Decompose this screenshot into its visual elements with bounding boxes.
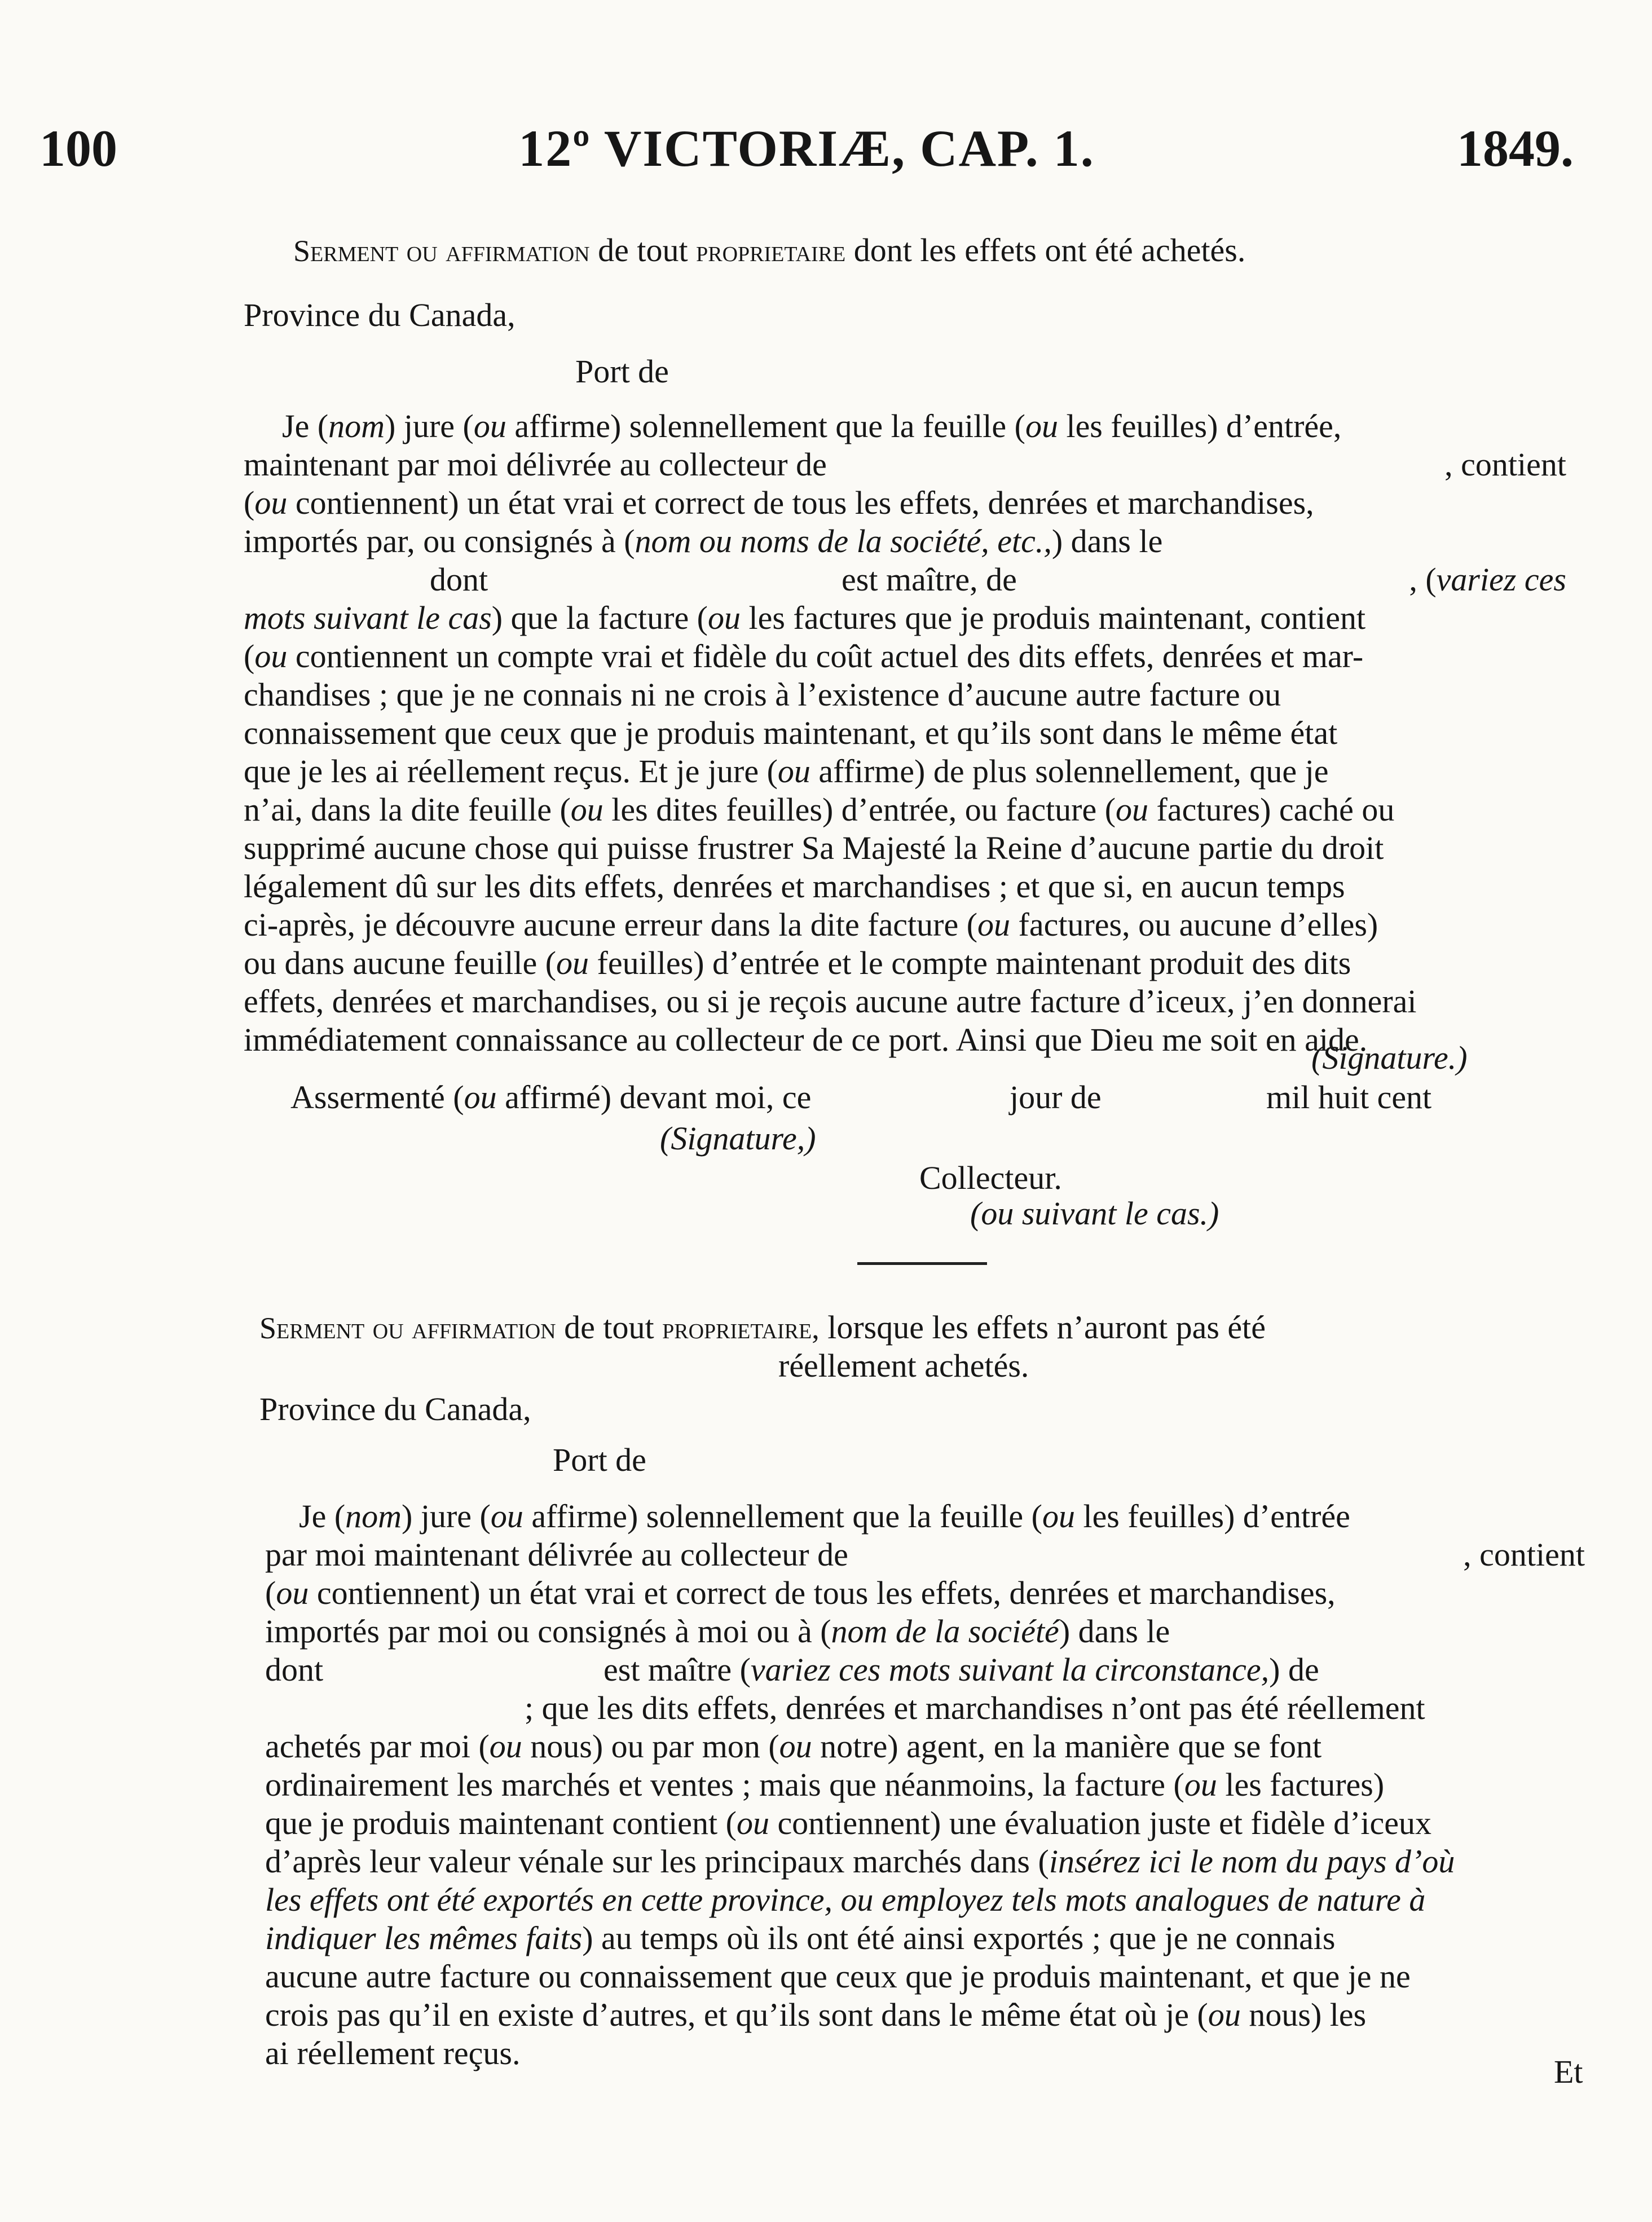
heading-word: affirmation [412, 1311, 556, 1345]
document-page: 100 12º VICTORIÆ, CAP. 1. 1849. Serment ou affirmation de tout proprietaire dont les effets ont été achetés. Province du Canada, Port de Je (nom) jure (ou affirme) solennellement que la feuille (ou les feuilles) d’entrée, maintenant par moi délivrée au collecteur de , contient (ou contiennent) un état vrai et correct de tous les effets, denrées et marchandises, importés par, ou consignés à (nom ou noms de la société, etc.,) dans le dont est maître, de , (variez ces mots suivant le cas) que la facture (ou les factures que je produis maintenant, contient (ou contiennent un compte vrai et fidèle du coût actuel des dits effets, denrées et mar- chandises ; que je ne connais ni ne crois à l’existence d’aucune autre facture ou connaissement que ceux que je produis maintenant, et qu’ils sont dans le même état que je les ai réellement reçus. Et je jure (ou affirme) de plus solennellement, que je n’ai, dans la dite feuille (ou les dites feuilles) d’entrée, ou facture (ou factures) caché ou supprimé aucune chose qui puisse frustrer Sa Majesté la Reine d’aucune partie du droit légalement dû sur les dits effets, denrées et marchandises ; et que si, en aucun temps ci-après, je découvre aucune erreur dans la dite facture (ou factures, ou aucune d’elles) ou dans aucune feuille (ou feuilles) d’entrée et le compte maintenant produit des dits effets, denrées et marchandises, ou si je reçois aucune autre facture d’iceux, j’en donnerai immédiatement connaissance au collecteur de ce port. Ainsi que Dieu me soit en aide. (Signature.) Assermenté (ou affirmé) devant moi, ce jour de mil huit cent (Signature,) Collecteur. (ou suivant le cas.) Serment ou affirmation de tout proprietaire, lorsque les effets n’auront pas été réellement achetés. Province du Canada, Port de Je (nom) jure (ou affirme) solennellement que la feuille (ou les feuilles) d’entrée par moi maintenant délivrée au collecteur de , contient (ou contiennent) un état vrai et correct de tous les effets, denrées et marchandises, importés par moi ou consignés à moi ou à (nom de la société) dans le dont est maître (variez ces mots suivant la circonstance,) de ; que les dits effets, denrées et marchandises n’ont pas été réellement achetés par moi (ou nous) ou par mon (ou notre) agent, en la manière que se font ordinairement les marchés et ventes ; mais que néanmoins, la facture (ou les factures) que je produis maintenant contient (ou contiennent) une évaluation juste et fidèle d’iceux d’après leur valeur vénale sur les principaux marchés dans (insérez ici le nom du pays d’où les effets ont été exportés en cette province, ou employez tels mots analogues de nature à indiquer les mêmes faits) au temps où ils ont été ainsi exportés ; que je ne connais aucune autre facture ou connaissement que ceux que je produis maintenant, et que je ne crois pas qu’il en existe d’autres, et qu’ils sont dans le même état où je (ou nous) les ai réellement reçus. Et [39, 120, 1585, 2090]
form2-line: ai réellement reçus. [265, 2035, 521, 2071]
heading-word: Serment [259, 1311, 365, 1345]
running-title: 12º VICTORIÆ, CAP. 1. [518, 120, 1095, 177]
form1-line: ou dans aucune feuille (ou feuilles) d’entrée et le compte maintenant produit des dits [244, 945, 1351, 981]
heading-word: Serment [293, 234, 399, 268]
form2-line: d’après leur valeur vénale sur les principaux marchés dans (insérez ici le nom du pays d’où [265, 1843, 1455, 1880]
form1-jour: jour de [1010, 1079, 1102, 1116]
form1-line: maintenant par moi délivrée au collecteur de , contient [244, 446, 1566, 483]
form1-line: connaissement que ceux que je produis maintenant, et qu’ils sont dans le même état [244, 715, 1338, 751]
form1-ou-cas: (ou suivant le cas.) [970, 1195, 1219, 1232]
form1-line: importés par, ou consignés à (nom ou noms de la société, etc.,) dans le [244, 523, 1163, 559]
form1-heading [293, 231, 1245, 270]
form2-heading-line2: réellement achetés. [778, 1347, 1029, 1384]
form2-line: les effets ont été exportés en cette province, ou employez tels mots analogues de nature à [265, 1881, 1426, 1918]
heading-word: ou [406, 234, 438, 268]
heading-word: ou [372, 1311, 404, 1345]
form1-line: légalement dû sur les dits effets, denrées et marchandises ; et que si, en aucun temps [244, 868, 1345, 905]
form1-port: Port de [575, 353, 669, 390]
heading-word: proprietaire [696, 234, 846, 268]
form1-line: immédiatement connaissance au collecteur de ce port. Ainsi que Dieu me soit en aide. [244, 1021, 1368, 1058]
heading-word: dont les effets ont été achetés. [853, 232, 1246, 268]
form1-line: que je les ai réellement reçus. Et je jure (ou affirme) de plus solennellement, que je [244, 753, 1329, 790]
form1-line: chandises ; que je ne connais ni ne crois à l’existence d’aucune autre facture ou [244, 676, 1281, 713]
form2-line: dont est maître (variez ces mots suivant la circonstance,) de [265, 1651, 1319, 1688]
form2-line: que je produis maintenant contient (ou contiennent) une évaluation juste et fidèle d’iceux [265, 1805, 1431, 1841]
form2-line: crois pas qu’il en existe d’autres, et qu’ils sont dans le même état où je (ou nous) les [265, 1996, 1367, 2033]
form1-collecteur: Collecteur. [919, 1160, 1062, 1196]
form1-line: (ou contiennent) un état vrai et correct de tous les effets, denrées et marchandises, [244, 484, 1314, 521]
form2-line: par moi maintenant délivrée au collecteur de , contient [265, 1536, 1585, 1573]
form1-sworn: Assermenté (ou affirmé) devant moi, ce [290, 1079, 812, 1116]
form2-line: aucune autre facture ou connaissement que ceux que je produis maintenant, et que je ne [265, 1958, 1411, 1995]
form1-line: supprimé aucune chose qui puisse frustrer Sa Majesté la Reine d’aucune partie du droit [244, 830, 1384, 866]
form1-line: ci-après, je découvre aucune erreur dans la dite facture (ou factures, ou aucune d’elles) [244, 906, 1378, 943]
form1-line: n’ai, dans la dite feuille (ou les dites feuilles) d’entrée, ou facture (ou factures) caché ou [244, 791, 1395, 828]
form1-province: Province du Canada, [244, 297, 516, 333]
form1-line: mots suivant le cas) que la facture (ou les factures que je produis maintenant, contient [244, 599, 1366, 636]
form2-line: indiquer les mêmes faits) au temps où ils ont été ainsi exportés ; que je ne connais [265, 1920, 1336, 1956]
form2-line: (ou contiennent) un état vrai et correct de tous les effets, denrées et marchandises, [265, 1575, 1336, 1611]
form2-port: Port de [553, 1441, 646, 1478]
form2-heading [259, 1308, 1266, 1347]
heading-word: de tout [598, 232, 688, 268]
heading-word: lorsque les effets n’auront pas été [827, 1309, 1266, 1346]
heading-word: proprietaire, [662, 1311, 820, 1345]
form1-line: effets, denrées et marchandises, ou si je reçois aucune autre facture d’iceux, j’en donnerai [244, 983, 1417, 1020]
form1-signature2: (Signature,) [660, 1120, 816, 1157]
heading-word: de tout [564, 1309, 654, 1346]
form1-mil: mil huit cent [1266, 1079, 1432, 1116]
form2-line: achetés par moi (ou nous) ou par mon (ou notre) agent, en la manière que se font [265, 1728, 1322, 1765]
form1-signature: (Signature.) [1311, 1039, 1468, 1076]
form1-line: (ou contiennent un compte vrai et fidèle du coût actuel des dits effets, denrées et mar- [244, 638, 1364, 674]
catchword: Et [1554, 2053, 1583, 2090]
form2-line: Je (nom) jure (ou affirme) solennellement que la feuille (ou les feuilles) d’entrée [299, 1498, 1350, 1535]
form2-line: ordinairement les marchés et ventes ; mais que néanmoins, la facture (ou les factures) [265, 1766, 1385, 1803]
running-header [39, 118, 1574, 192]
page-number: 100 [39, 120, 117, 177]
section-divider [857, 1262, 987, 1265]
form2-province: Province du Canada, [259, 1391, 531, 1427]
heading-word: affirmation [446, 234, 590, 268]
form2-line: importés par moi ou consignés à moi ou à (nom de la société) dans le [265, 1613, 1170, 1650]
form1-line: Je (nom) jure (ou affirme) solennellement que la feuille (ou les feuilles) d’entrée, [282, 408, 1342, 444]
year: 1849. [1457, 120, 1574, 177]
